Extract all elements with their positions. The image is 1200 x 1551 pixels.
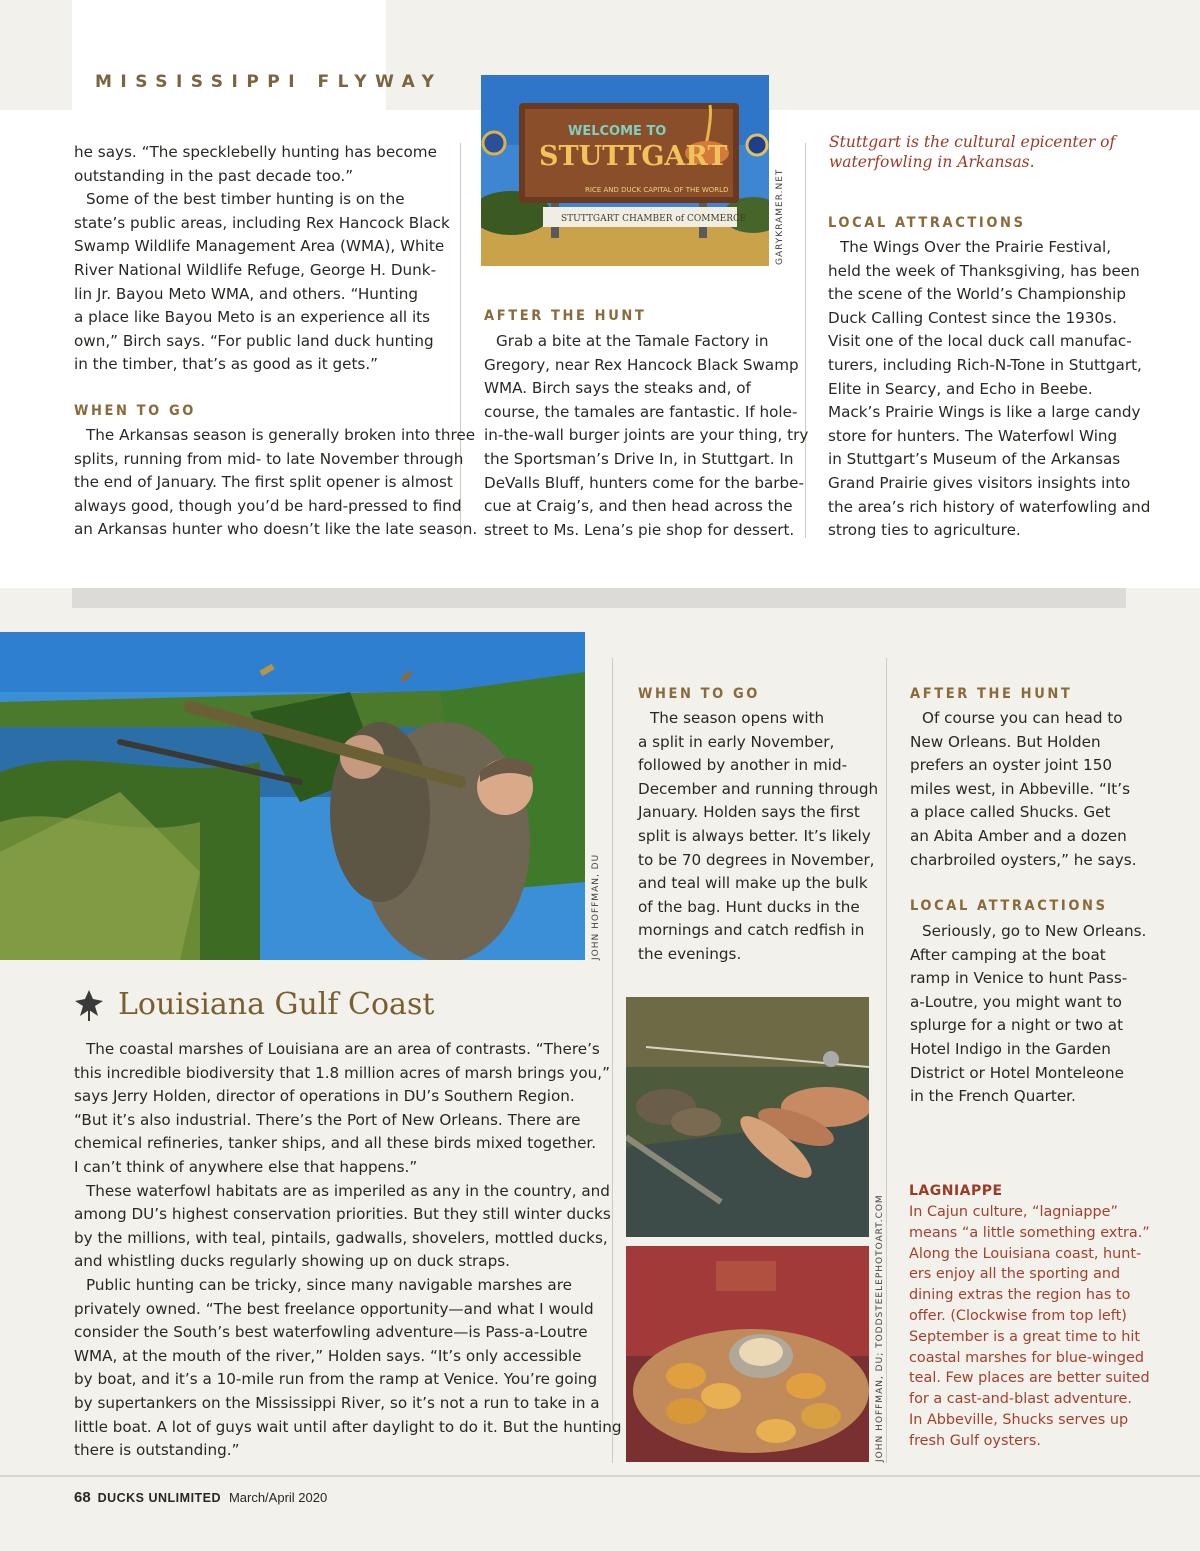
section-title: Louisiana Gulf Coast xyxy=(118,987,435,1022)
magazine-name: DUCKS UNLIMITED xyxy=(97,1491,222,1505)
page-footer xyxy=(74,1489,327,1506)
arkansas-local-attractions-text: The Wings Over the Prairie Festival, held the week of Thanksgiving, has been the scene of the World’s Championship Duck Calling Contest since the 1930s. Visit one of the local duck call manufac- turers, including Rich-N-Tone in Stuttgart, Elite in Searcy, and Echo in Beebe. Mack’s Prairie Wings is like a large candy store for hunters. The Waterfowl Wing in Stuttgart’s Museum of the Arkansas Grand Prairie gives visitors insights into the area’s rich history of waterfowling and strong ties to agriculture. xyxy=(828,238,1151,540)
sign-chamber-text: STUTTGART CHAMBER of COMMERCE xyxy=(561,214,747,224)
header-tab xyxy=(72,0,386,112)
column-divider xyxy=(886,658,887,1463)
section-separator-bar xyxy=(72,588,1126,608)
louisiana-when-to-go-heading: WHEN TO GO xyxy=(638,686,760,702)
footer-rule xyxy=(0,1475,1200,1477)
issue-date: March/April 2020 xyxy=(228,1490,328,1505)
arkansas-after-the-hunt-heading: AFTER THE HUNT xyxy=(484,308,647,324)
louisiana-main-text: The coastal marshes of Louisiana are an area of contrasts. “There’s this incredible biodiversity that 1.8 million acres of marsh brings you,” says Jerry Holden, director of operations in DU’s Southern Region. “But it’s also industrial. There’s the Port of New Orleans. There are chemical refineries, tanker ships, and all these birds mixed together. I can’t think of anywhere else that happens.” These waterfowl habitats are as imperiled as any in the country, and among DU’s highest conservation priorities. But they still winter ducks by the millions, with teal, pintails, gadwalls, shovelers, mottled ducks, and whistling ducks regularly showing up on duck straps. Public hunting can be tricky, since many navigable marshes are privately owned. “The best freelance opportunity—and what I would consider the South’s best waterfowling adventure—is Pass-a-Loutre WMA, at the mouth of the river,” Holden says. “It’s only accessible by boat, and it’s a 10-mile run from the ramp at Venice. You’re going by supertankers on the Mississippi River, so it’s not a run to take in a little boat. A lot of guys wait until after daylight to do it. But the hunting there is outstanding.” xyxy=(74,1040,622,1460)
louisiana-after-the-hunt-text: Of course you can head to New Orleans. But Holden prefers an oyster joint 150 miles west, in Abbeville. “It’s a place called Shucks. Get an Abita Amber and a dozen charbroiled oysters,” he says. xyxy=(910,709,1137,869)
arkansas-after-the-hunt-text: Grab a bite at the Tamale Factory in Gregory, near Rex Hancock Black Swamp WMA. Birch says the steaks and, of course, the tamales are fantastic. If hole- in-the-wall burger joints are your thing, try the Sportsman’s Drive In, in Stuttgart. In DeValls Bluff, hunters come for the barbe- cue at Craig’s, and then head across the street to Ms. Lena’s pie shop for dessert. xyxy=(484,332,809,539)
arkansas-when-to-go-text: The Arkansas season is generally broken into three splits, running from mid- to late November through the end of January. The first split opener is almost always good, though you’d be hard-pressed to find an Arkansas hunter who doesn’t like the late season. xyxy=(74,426,478,539)
arkansas-intro-text: he says. “The specklebelly hunting has become outstanding in the past decade too.” Some of the best timber hunting is on the state’s public areas, including Rex Hancock Black Swamp Wildlife Management Area (WMA), White River National Wildlife Refuge, George H. Dunk- lin Jr. Bayou Meto WMA, and others. “Hunting a place like Bayou Meto is an experience all its own,” Birch says. “For public land duck hunting in the timber, that’s as good as it gets.” xyxy=(74,143,450,374)
section-kicker: MISSISSIPPI FLYWAY xyxy=(95,72,443,92)
charbroiled-oysters-photo xyxy=(626,1246,869,1462)
photo-credit: JOHN HOFFMAN, DU; TODDSTEELEPHOTOART.COM xyxy=(875,1194,885,1462)
lagniappe-caption-text: In Cajun culture, “lagniappe” means “a little something extra.” Along the Louisiana coast, hunt- ers enjoy all the sporting and dining extras the region has to offer. (Clockwise from top left) September is a great time to hit coastal marshes for blue-winged teal. Few places are better suited for a cast-and-blast adventure. In Abbeville, Shucks serves up fresh Gulf oysters. xyxy=(909,1204,1150,1449)
duck-emblem-icon xyxy=(74,990,104,1022)
redfish-and-teal-photo xyxy=(626,997,869,1237)
sign-tagline-text: RICE AND DUCK CAPITAL OF THE WORLD xyxy=(585,186,729,194)
photo-credit: GARYKRAMER.NET xyxy=(775,168,785,265)
hunters-shooting-photo xyxy=(0,632,585,960)
stuttgart-photo-caption: Stuttgart is the cultural epicenter of waterfowling in Arkansas. xyxy=(829,133,1116,171)
arkansas-when-to-go-heading: WHEN TO GO xyxy=(74,403,196,419)
photo-credit: JOHN HOFFMAN, DU xyxy=(591,853,601,960)
louisiana-after-the-hunt-heading: AFTER THE HUNT xyxy=(910,686,1073,702)
lagniappe-heading: LAGNIAPPE xyxy=(909,1183,1003,1199)
sign-welcome-text: WELCOME TO xyxy=(568,124,667,139)
stuttgart-sign-photo xyxy=(481,75,769,266)
page-number: 68 xyxy=(74,1489,91,1506)
louisiana-when-to-go-text: The season opens with a split in early November, followed by another in mid- December and running through January. Holden says the first split is always better. It’s likely to be 70 degrees in November, and teal will make up the bulk of the bag. Hunt ducks in the mornings and catch redfish in the evenings. xyxy=(638,709,879,963)
sign-city-text: STUTTGART xyxy=(539,141,728,172)
louisiana-local-attractions-heading: LOCAL ATTRACTIONS xyxy=(910,898,1108,914)
louisiana-local-attractions-text: Seriously, go to New Orleans. After camping at the boat ramp in Venice to hunt Pass- a-Loutre, you might want to splurge for a night or two at Hotel Indigo in the Garden District or Hotel Monteleone in the French Quarter. xyxy=(910,922,1147,1106)
arkansas-local-attractions-heading: LOCAL ATTRACTIONS xyxy=(828,215,1026,231)
